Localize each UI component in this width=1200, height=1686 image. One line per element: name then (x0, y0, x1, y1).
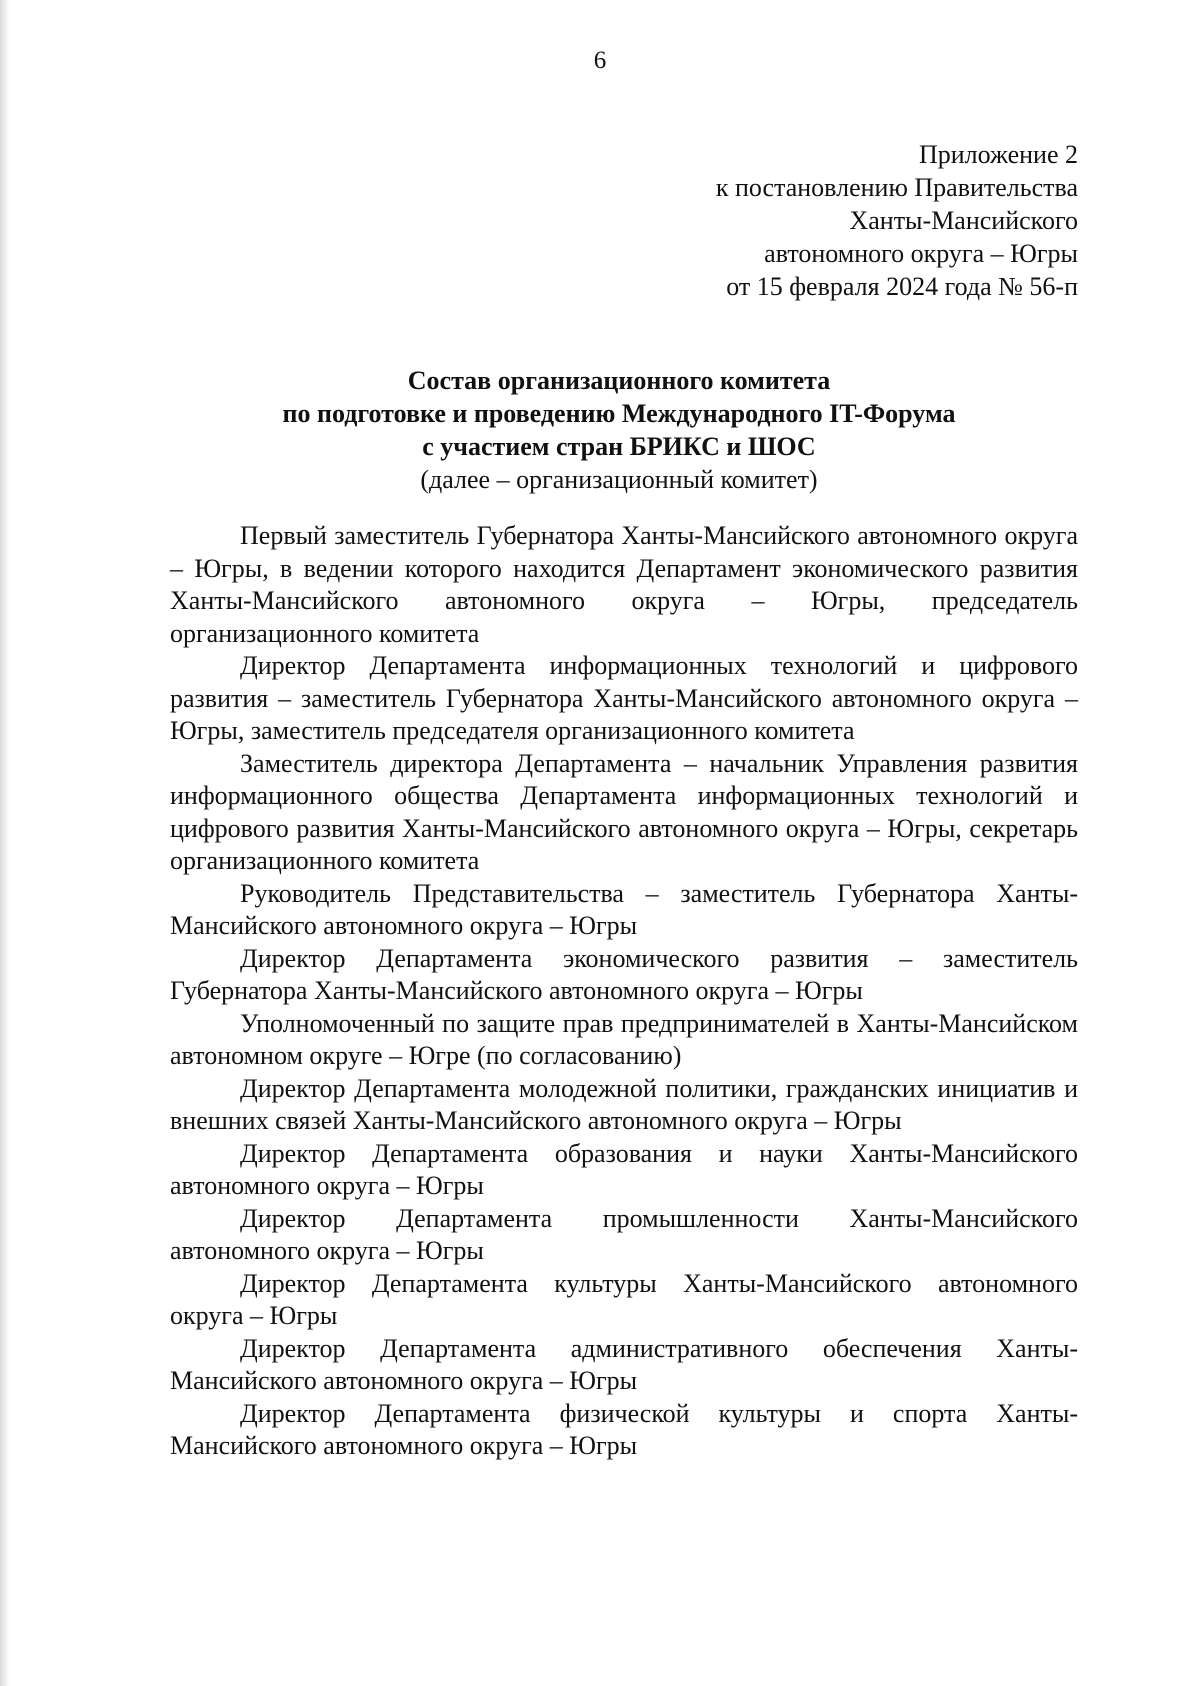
appendix-line: автономного округа – Югры (764, 239, 1078, 268)
member-entry: Заместитель директора Департамента – начальник Управления развития информационного общества Департамента информационных технологий и цифрового развития Ханты-Мансийского автономного округа – Югры, секретарь организационного комитета (170, 748, 1078, 875)
heading-title-line: по подготовке и проведению Международного IT-Форума (282, 399, 956, 428)
member-entry: Директор Департамента информационных технологий и цифрового развития – заместитель Губернатора Ханты-Мансийского автономного округа – Югры, заместитель председателя организационного комитета (170, 651, 1078, 745)
member-entry: Директор Департамента образования и науки Ханты-Мансийского автономного округа – Югры (170, 1138, 1078, 1200)
scan-edge (0, 0, 10, 1686)
member-entry: Директор Департамента культуры Ханты-Мансийского автономного округа – Югры (170, 1268, 1078, 1330)
heading-subtitle: (далее – организационный комитет) (420, 465, 818, 494)
appendix-line: Ханты-Мансийского (849, 206, 1078, 235)
appendix-line: к постановлению Правительства (715, 173, 1078, 202)
member-entry: Уполномоченный по защите прав предпринимателей в Ханты-Мансийском автономном округе – Югре (по согласованию) (170, 1008, 1078, 1070)
member-entry: Директор Департамента административного обеспечения Ханты-Мансийского автономного округа – Югры (170, 1333, 1078, 1395)
heading-title-line: Состав организационного комитета (407, 366, 831, 395)
member-entry: Директор Департамента молодежной политики, гражданских инициатив и внешних связей Ханты-Мансийского автономного округа – Югры (170, 1073, 1078, 1135)
appendix-line: Приложение 2 (918, 140, 1078, 169)
member-entry: Руководитель Представительства – заместитель Губернатора Ханты-Мансийского автономного округа – Югры (170, 878, 1078, 940)
member-entry: Директор Департамента экономического развития – заместитель Губернатора Ханты-Мансийского автономного округа – Югры (170, 943, 1078, 1005)
member-entry: Директор Департамента физической культуры и спорта Ханты-Мансийского автономного округа – Югры (170, 1398, 1078, 1460)
heading-title-line: с участием стран БРИКС и ШОС (422, 432, 816, 461)
page-number: 6 (593, 47, 607, 74)
document-heading (160, 364, 1078, 496)
appendix-block (716, 138, 1078, 303)
member-entry: Директор Департамента промышленности Ханты-Мансийского автономного округа – Югры (170, 1203, 1078, 1265)
members-list (170, 520, 1078, 1463)
member-entry: Первый заместитель Губернатора Ханты-Мансийского автономного округа – Югры, в ведении которого находится Департамент экономического развития Ханты-Мансийского автономного округа – Югры, председатель организационного комитета (170, 521, 1078, 648)
appendix-line: от 15 февраля 2024 года № 56-п (726, 272, 1078, 301)
